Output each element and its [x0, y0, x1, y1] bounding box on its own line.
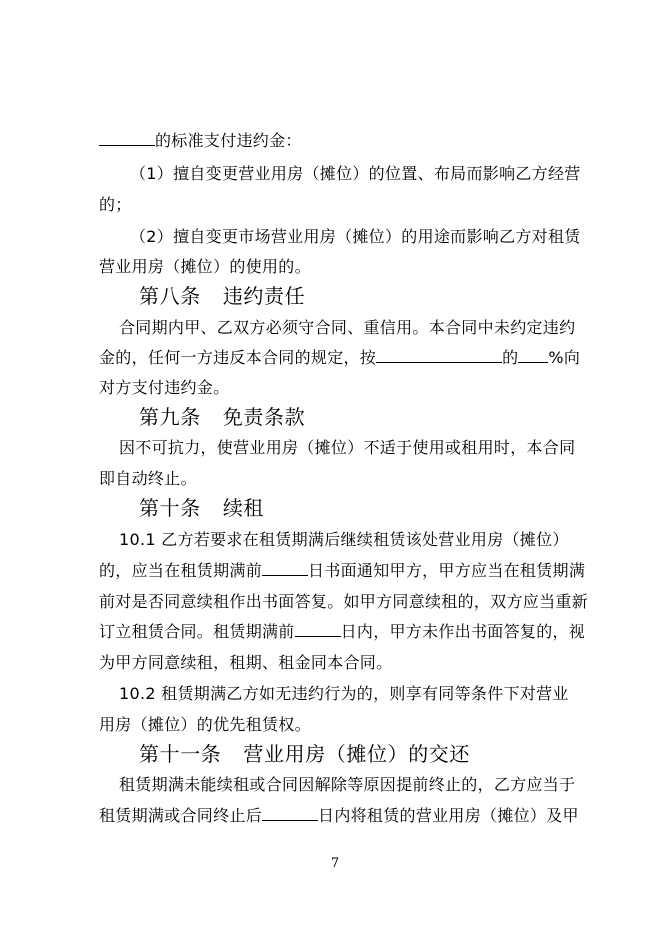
heading-title: 营业用房（摊位）的交还	[243, 742, 471, 766]
heading-title: 违约责任	[222, 284, 306, 308]
text-line	[99, 129, 302, 153]
text-line: 10.1 乙方若要求在租赁期满后继续租赁该处营业用房（摊位）	[119, 530, 569, 549]
text-line: 用房（摊位）的优先租赁权。	[99, 715, 311, 734]
fill-blank	[518, 346, 548, 363]
text-run: 的，应当在租赁期满前	[99, 561, 263, 580]
text-run: 金的，任何一方违反本合同的规定，按	[99, 348, 377, 367]
text-line: 10.2 租赁期满乙方如无违约行为的，则享有同等条件下对营业	[119, 684, 569, 703]
page-number: 7	[330, 856, 340, 871]
text-line: （1）擅自变更营业用房（摊位）的位置、布局而影响乙方经营	[130, 164, 581, 183]
text-run: 日内，甲方未作出书面答复的，视	[340, 622, 586, 641]
section-heading	[139, 282, 305, 310]
section-heading	[139, 494, 264, 522]
text-run: 的	[502, 348, 519, 367]
text-line	[99, 559, 585, 583]
fill-blank	[262, 559, 308, 576]
text-run: 租赁期满或合同终止后	[99, 806, 263, 825]
section-heading	[139, 740, 470, 768]
text-line	[99, 620, 585, 644]
heading-title: 免责条款	[222, 405, 306, 429]
text-line: 为甲方同意续租，租期、租金同本合同。	[99, 653, 393, 672]
text-line: （2）擅自变更市场营业用房（摊位）的用途而影响乙方对租赁	[130, 227, 581, 246]
text-line: 对方支付违约金。	[99, 378, 230, 397]
heading-number: 第十一条	[139, 742, 222, 766]
text-line	[99, 804, 579, 828]
heading-number: 第十条	[139, 496, 201, 520]
fill-blank	[262, 804, 318, 821]
text-run: 日书面通知甲方，甲方应当在租赁期满	[308, 561, 586, 580]
text-line: 即自动终止。	[99, 469, 197, 488]
text-line: 的；	[99, 195, 132, 214]
text-line: 前对是否同意续租作出书面答复。如甲方同意续租的，双方应当重新	[99, 592, 589, 611]
text-line: 租赁期满未能续租或合同因解除等原因提前终止的，乙方应当于	[119, 775, 576, 794]
text-run: %向	[548, 348, 581, 367]
section-heading	[139, 403, 305, 431]
fill-blank	[99, 129, 155, 146]
fill-blank	[295, 620, 341, 637]
text-line: 因不可抗力，使营业用房（摊位）不适于使用或租用时，本合同	[119, 438, 576, 457]
text-run: 订立租赁合同。租赁期满前	[99, 622, 295, 641]
fill-blank	[376, 346, 502, 363]
text-line: 营业用房（摊位）的使用的。	[99, 257, 311, 276]
text-line: 合同期内甲、乙双方必须守合同、重信用。本合同中未约定违约	[119, 318, 576, 337]
text-line	[99, 346, 580, 370]
heading-number: 第九条	[139, 405, 201, 429]
text-run: 日内将租赁的营业用房（摊位）及甲	[318, 806, 579, 825]
text-run: 的标准支付违约金：	[155, 131, 302, 150]
heading-title: 续租	[222, 496, 265, 520]
heading-number: 第八条	[139, 284, 201, 308]
